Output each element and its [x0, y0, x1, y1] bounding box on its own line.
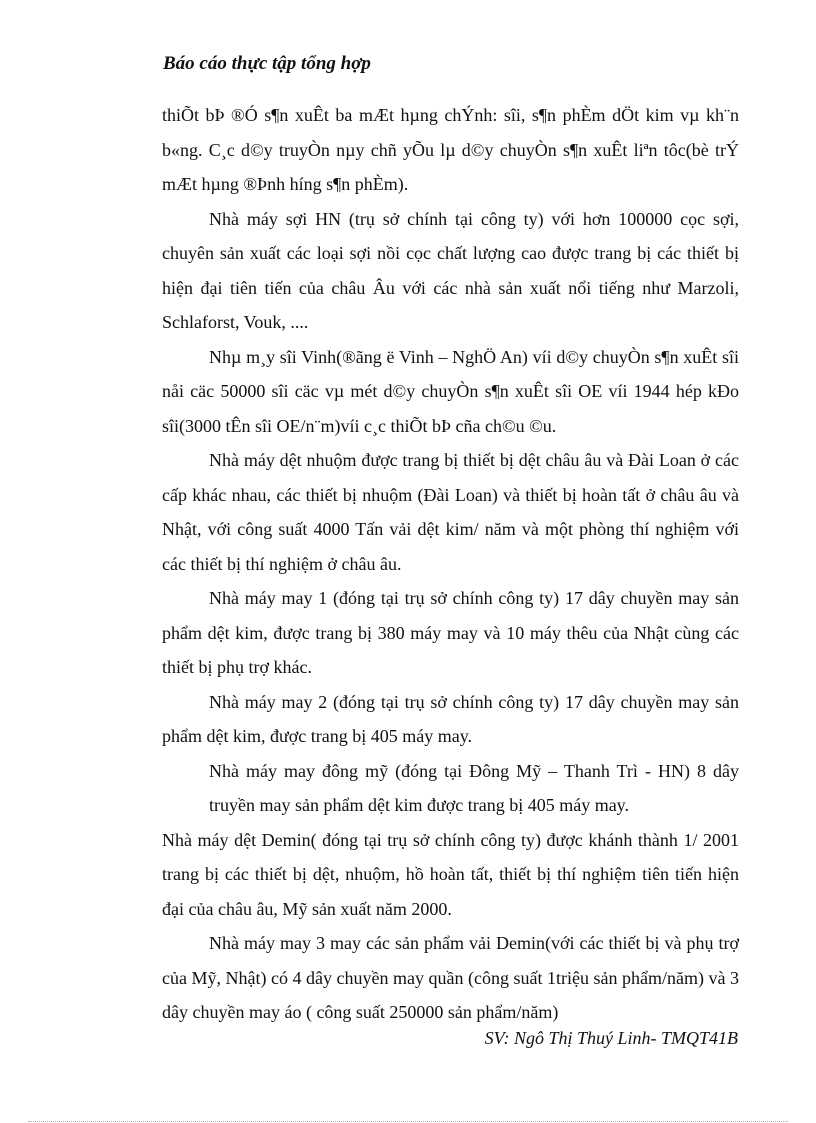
- paragraph-vinh-spinning-mill: Nhµ m¸y sîi Vinh(®ãng ë Vinh – NghÖ An) víi d©y chuyÒn s¶n xuÊt sîi nåi cäc 50000 sîi cäc vµ mét d©y chuyÒn s¶n xuÊt sîi OE víi 1944 hép kÐo sîi(3000 tÊn sîi OE/n¨m)víi c¸c thiÕt bÞ cña ch©u ©u.: [162, 346, 739, 436]
- paragraph-equipment-intro: thiÕt bÞ ®Ó s¶n xuÊt ba mÆt hµng chÝnh: sîi, s¶n phÈm dÖt kim vµ kh¨n b«ng. C¸c d©y truyÒn nµy chñ yÕu lµ d©y chuyÒn s¶n xuÊt liªn tôc(bè trÝ mÆt hµng ®Þnh híng s¶n phÈm).: [162, 105, 739, 194]
- paragraph-denim-mill: Nhà máy dệt Demin( đóng tại trụ sở chính công ty) được khánh thành 1/ 2001 trang bị các thiết bị dệt, nhuộm, hồ hoàn tất, thiết bị thí nghiệm tiên tiến hiện đại của châu âu, Mỹ sản xuất năm 2000.: [162, 829, 739, 919]
- paragraph-dyeing-mill: Nhà máy dệt nhuộm được trang bị thiết bị dệt châu âu và Đài Loan ở các cấp khác nhau, các thiết bị nhuộm (Đài Loan) và thiết bị hoàn tất ở châu âu và Nhật, với công suất 4000 Tấn vải dệt kim/ năm và một phòng thí nghiệm với các thiết bị thí nghiệm ở châu âu.: [162, 450, 739, 574]
- paragraph-garment-factory-1: Nhà máy may 1 (đóng tại trụ sở chính công ty) 17 dây chuyền may sản phẩm dệt kim, được trang bị 380 máy may và 10 máy thêu của Nhật cùng các thiết bị phụ trợ khác.: [162, 588, 739, 677]
- page-footer-author: SV: Ngô Thị Thuý Linh- TMQT41B: [484, 1028, 738, 1048]
- paragraph-garment-factory-3: Nhà máy may 3 may các sản phẩm vải Demin(với các thiết bị và phụ trợ của Mỹ, Nhật) có 4 dây chuyền may quần (công suất 1triệu sản phẩm/năm) và 3 dây chuyền may áo ( công suất 250000 sản phẩm/năm): [162, 933, 739, 1022]
- paragraph-garment-factory-2: Nhà máy may 2 (đóng tại trụ sở chính công ty) 17 dây chuyền may sản phẩm dệt kim, được trang bị 405 máy may.: [162, 691, 739, 746]
- paragraph-dong-my-factory: Nhà máy may đông mỹ (đóng tại Đông Mỹ – Thanh Trì - HN) 8 dây truyền may sản phẩm dệt kim được trang bị 405 máy may.: [209, 760, 739, 815]
- paragraph-hn-spinning-mill: Nhà máy sợi HN (trụ sở chính tại công ty) với hơn 100000 cọc sợi, chuyên sản xuất các loại sợi nồi cọc chất lượng cao được trang bị các thiết bị hiện đại tiên tiến của châu Âu với các nhà sản xuất nổi tiếng như Marzoli, Schlaforst, Vouk, ....: [162, 208, 739, 332]
- document-body: [162, 98, 739, 1030]
- page-bottom-divider: [28, 1121, 788, 1122]
- page-header-title: Báo cáo thực tập tổng hợp: [163, 53, 371, 74]
